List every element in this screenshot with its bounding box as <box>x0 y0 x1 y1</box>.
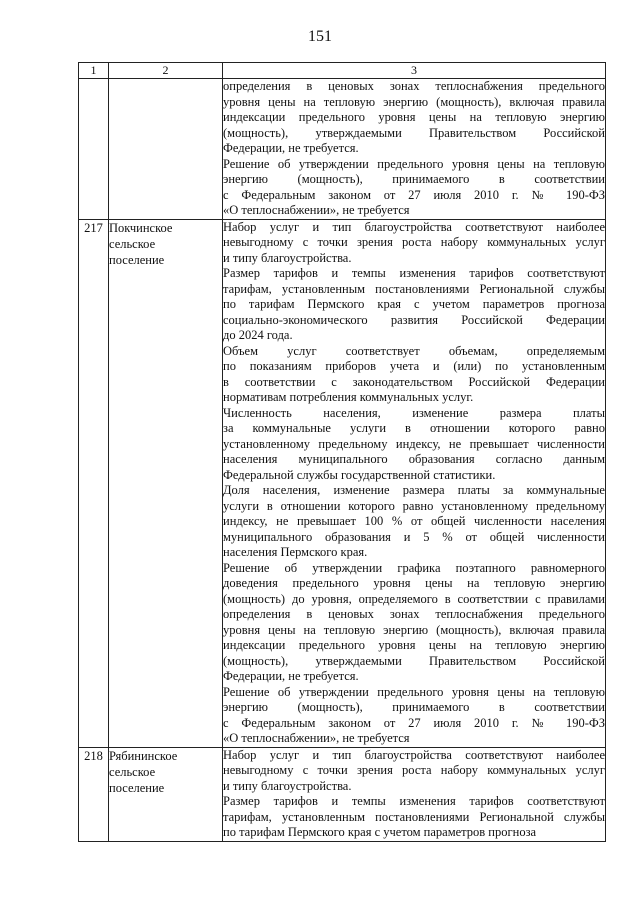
text-line: Доля населения, изменение размера платы за коммунальные <box>223 483 605 497</box>
description-paragraph <box>223 748 605 795</box>
text-line: Набор услуг и тип благоустройства соответствуют наиболее <box>223 219 605 234</box>
text-line: «О теплоснабжении», не требуется <box>223 203 410 217</box>
text-line: и типу благоустройства. <box>223 778 352 793</box>
text-line: в соответствии с законодательством Российской Федерации <box>223 374 605 389</box>
text-line: Решение об утверждении предельного уровня цены на тепловую <box>223 156 605 171</box>
municipality-name-line: поселение <box>109 780 165 795</box>
text-line: Численность населения, изменение размера платы <box>223 405 605 420</box>
text-line: энергию (мощность), принимаемого в соответствии <box>223 172 605 186</box>
municipality-name-line: сельское <box>109 764 156 779</box>
document-table <box>78 62 606 842</box>
text-line: Размер тарифов и темпы изменения тарифов соответствуют <box>223 266 605 280</box>
text-line: социально-экономического развития Российской Федерации <box>223 312 605 327</box>
text-line: невыгодному с точки зрения роста набору коммунальных услуг <box>223 235 605 249</box>
text-line: (мощность), утверждаемыми Правительством Российской <box>223 653 605 668</box>
text-line: Федеральной службы государственной статистики. <box>223 467 496 482</box>
text-line: индексации предельного уровня цены на тепловую энергию <box>223 110 605 124</box>
text-line: установленному предельному индексу, не превышает численности <box>223 436 605 451</box>
municipality-name-line: Покчинское <box>109 220 173 235</box>
text-line: Размер тарифов и темпы изменения тарифов соответствуют <box>223 794 605 808</box>
text-line: муниципального образования и 5 % от общей численности <box>223 529 605 544</box>
description-paragraph <box>223 79 605 157</box>
text-line: нормативам потребления коммунальных услуг. <box>223 390 474 404</box>
municipality-name-line: сельское <box>109 236 156 251</box>
text-line: энергию (мощность), принимаемого в соответствии <box>223 700 605 714</box>
text-line: Федерации, не требуется. <box>223 669 359 683</box>
description-paragraph <box>223 406 605 484</box>
table-row <box>79 79 606 220</box>
text-line: индексации предельного уровня цены на тепловую энергию <box>223 638 605 652</box>
table-header-row <box>79 63 606 79</box>
municipality-name <box>109 747 223 841</box>
text-line: Федерации, не требуется. <box>223 141 359 155</box>
text-line: населения Пермского края. <box>223 545 368 559</box>
municipality-name-line: поселение <box>109 252 165 267</box>
municipality-name <box>109 79 223 220</box>
text-line: по тарифам Пермского края с учетом параметров прогноза <box>223 825 537 839</box>
page-number: 151 <box>308 28 332 45</box>
description-paragraph <box>223 220 605 267</box>
text-line: и типу благоустройства. <box>223 250 352 265</box>
text-line: с Федеральным законом от 27 июля 2010 г. № 190-ФЗ <box>223 715 605 730</box>
text-line: определения в ценовых зонах теплоснабжения предельного <box>223 607 605 621</box>
description-paragraph <box>223 483 605 561</box>
description-paragraph <box>223 794 605 841</box>
description-paragraph <box>223 344 605 406</box>
text-line: уровня цены на тепловую энергию (мощность), включая правила <box>223 94 605 109</box>
table-row <box>79 219 606 747</box>
column-header-3: 3 <box>223 63 606 79</box>
text-line: тарифам, установленным постановлениями Региональной службы <box>223 281 605 296</box>
text-line: уровня цены на тепловую энергию (мощность), включая правила <box>223 622 605 637</box>
description-cell <box>223 747 606 841</box>
column-header-2: 2 <box>109 63 223 79</box>
text-line: населения муниципального образования согласно данным <box>223 452 605 466</box>
text-line: индексу, не превышает 100 % от общей численности населения <box>223 514 605 528</box>
description-paragraph <box>223 266 605 344</box>
text-line: Решение об утверждении предельного уровня цены на тепловую <box>223 684 605 699</box>
row-number <box>79 79 109 220</box>
description-cell <box>223 79 606 220</box>
column-header-1: 1 <box>79 63 109 79</box>
text-line: (мощность) до уровня, определяемого в соответствии с правилами <box>223 591 605 606</box>
text-line: по тарифам Пермского края с учетом параметров прогноза <box>223 297 605 311</box>
text-line: до 2024 года. <box>223 328 293 342</box>
row-number: 217 <box>79 219 109 747</box>
text-line: «О теплоснабжении», не требуется <box>223 731 410 745</box>
text-line: Решение об утверждении графика поэтапного равномерного <box>223 560 605 575</box>
row-number: 218 <box>79 747 109 841</box>
text-line: за коммунальные услуги в отношении которого равно <box>223 421 605 435</box>
text-line: Объем услуг соответствует объемам, определяемым <box>223 343 605 358</box>
text-line: доведения предельного уровня цены на тепловую энергию <box>223 576 605 590</box>
text-line: тарифам, установленным постановлениями Региональной службы <box>223 809 605 824</box>
description-paragraph <box>223 157 605 219</box>
municipality-name-line: Рябининское <box>109 748 178 763</box>
text-line: Набор услуг и тип благоустройства соответствуют наиболее <box>223 747 605 762</box>
text-line: (мощность), утверждаемыми Правительством Российской <box>223 125 605 140</box>
text-line: определения в ценовых зонах теплоснабжения предельного <box>223 79 605 93</box>
text-line: с Федеральным законом от 27 июля 2010 г. № 190-ФЗ <box>223 187 605 202</box>
description-paragraph <box>223 561 605 685</box>
description-paragraph <box>223 685 605 747</box>
text-line: невыгодному с точки зрения роста набору коммунальных услуг <box>223 763 605 777</box>
text-line: по показаниям приборов учета и (или) по установленным <box>223 359 605 373</box>
description-cell <box>223 219 606 747</box>
table-row <box>79 747 606 841</box>
text-line: услуги в отношении которого равно установленному предельному <box>223 498 605 513</box>
municipality-name <box>109 219 223 747</box>
